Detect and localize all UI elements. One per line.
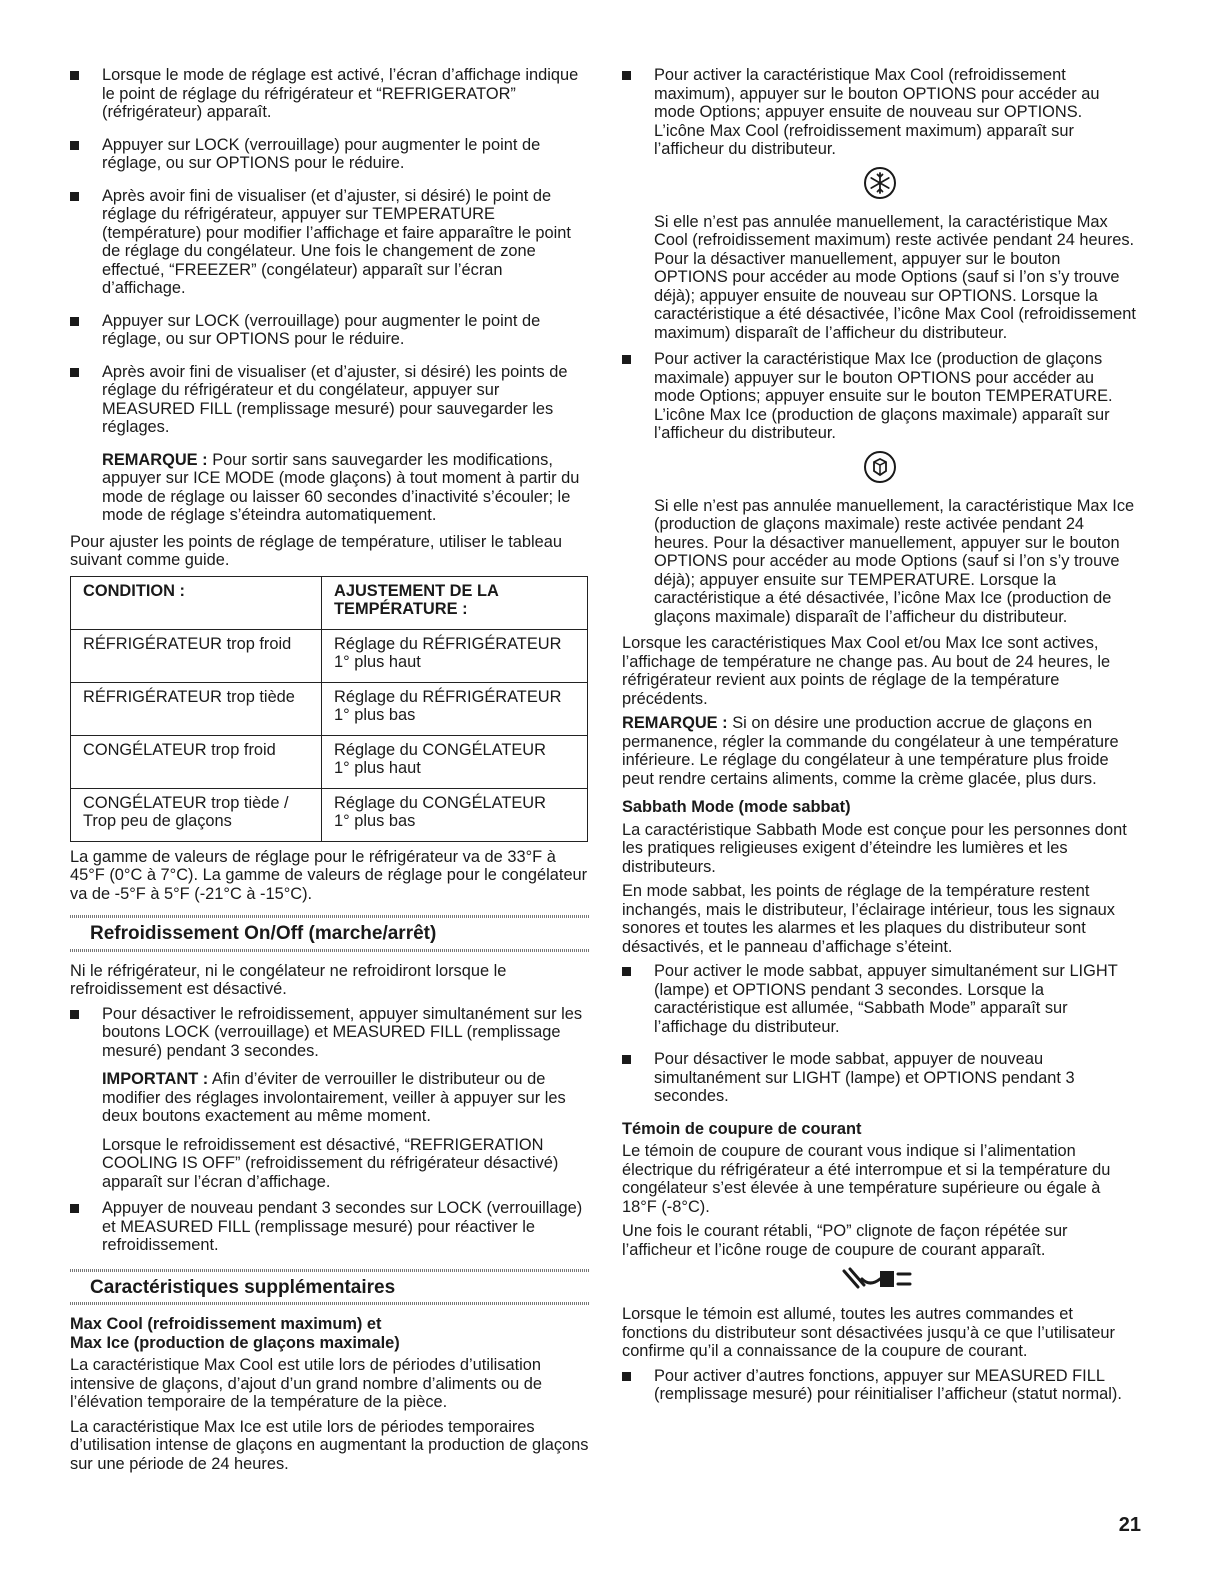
- note-label: REMARQUE :: [622, 714, 728, 732]
- note-text: Pour sortir sans sauvegarder les modifications, appuyer sur ICE MODE (mode glaçons) à tout moment à partir du mode de réglage ou laisser 60 secondes d’inactivité s’écouler; le mode de réglage s’éteindra automatiquement.: [102, 450, 580, 524]
- table-cell-adjustment: [322, 682, 588, 735]
- power-outage-icon-row: [622, 1265, 1137, 1297]
- paragraph: En mode sabbat, les points de réglage de la température restent inchangés, mais le distributeur, l’éclairage intérieur, tous les signaux sonores et toutes les alarmes et les plaques du distributeur sont désactivés, et le panneau d’affichage s’éteint.: [622, 882, 1115, 956]
- paragraph: La caractéristique Sabbath Mode est conçue pour les personnes dont les pratiques religieuses exigent d’éteindre les lumières et les distributeurs.: [622, 820, 1127, 876]
- table-cell-adjustment: [322, 629, 588, 682]
- table-row: [71, 788, 588, 841]
- important-text: Afin d’éviter de verrouiller le distributeur ou de modifier des réglages involontairement, veiller à appuyer sur les deux boutons exactement au même moment.: [102, 1070, 566, 1125]
- right-column: [622, 66, 1137, 1418]
- paragraph: Une fois le courant rétabli, “PO” clignote de façon répétée sur l’afficheur et l’icône rouge de coupure de courant apparaît.: [622, 1222, 1068, 1259]
- table-intro: Pour ajuster les points de réglage de température, utiliser le tableau suivant comme guide.: [70, 532, 563, 569]
- paragraph: Ni le réfrigérateur, ni le congélateur ne refroidiront lorsque le refroidissement est désactivé.: [70, 961, 507, 998]
- section-heading-cooling: Refroidissement On/Off (marche/arrêt): [70, 915, 590, 952]
- unplugged-plug-icon: [840, 1265, 920, 1293]
- subheading-sabbath: Sabbath Mode (mode sabbat): [622, 798, 851, 816]
- table-header-condition: CONDITION :: [71, 576, 322, 629]
- note-paragraph: [70, 451, 590, 525]
- adjustment-line: Réglage du RÉFRIGÉRATEUR: [334, 634, 562, 653]
- ice-cube-in-circle-icon: [862, 449, 898, 485]
- list-item: Après avoir fini de visualiser (et d’ajuster, si désiré) le point de réglage du réfrigérateur, appuyer sur TEMPERATURE (température) pour modifier l’affichage et faire apparaître le point de réglage du congélateur. Une fois le changement de zone effectué, “FREEZER” (congélateur) apparaît sur l’écran d’affichage.: [70, 187, 590, 298]
- note-label: REMARQUE :: [102, 450, 208, 469]
- paragraph: Si elle n’est pas annulée manuellement, la caractéristique Max Cool (refroidissement maximum) reste activée pendant 24 heures. Pour la désactiver manuellement, appuyer sur le bouton OPTIONS pour accéder au mode Options (sauf si l’on s’y trouve déjà); appuyer ensuite de nouveau sur OPTIONS. Lorsque la caractéristique a été désactivée, l’icône Max Cool (refroidissement maximum) disparaît de l’afficheur du distributeur.: [654, 212, 1136, 342]
- list-item: Pour désactiver le mode sabbat, appuyer de nouveau simultanément sur LIGHT (lampe) et OPTIONS pendant 3 secondes.: [622, 1050, 1137, 1106]
- adjustment-line: Réglage du RÉFRIGÉRATEUR: [334, 687, 562, 706]
- list-item: Pour activer la caractéristique Max Ice (production de glaçons maximale) appuyer sur le bouton OPTIONS pour accéder au mode Options; appuyer ensuite sur le bouton TEMPERATURE. L’icône Max Ice (production de glaçons maximale) apparaît sur l’afficheur du distributeur.: [622, 350, 1137, 443]
- paragraph: Lorsque le refroidissement est désactivé, “REFRIGERATION COOLING IS OFF” (refroidissement du réfrigérateur désactivé) apparaît sur l’écran d’affichage.: [102, 1135, 559, 1191]
- table-header-adjustment: AJUSTEMENT DE LA TEMPÉRATURE :: [322, 576, 588, 629]
- list-item: Pour désactiver le refroidissement, appuyer simultanément sur les boutons LOCK (verrouillage) et MEASURED FILL (remplissage mesuré) pendant 3 secondes.: [70, 1005, 590, 1061]
- temperature-adjustment-table: [70, 576, 588, 842]
- subheading-power-outage: Témoin de coupure de courant: [622, 1119, 862, 1138]
- page-number: 21: [1118, 1514, 1141, 1536]
- list-item: Appuyer sur LOCK (verrouillage) pour augmenter le point de réglage, ou sur OPTIONS pour le réduire.: [70, 136, 590, 173]
- table-cell-adjustment: [322, 735, 588, 788]
- adjustment-line: 1° plus bas: [334, 812, 416, 830]
- list-item: Après avoir fini de visualiser (et d’ajuster, si désiré) les points de réglage du réfrigérateur et du congélateur, appuyer sur MEASURED FILL (remplissage mesuré) pour sauvegarder les réglages.: [70, 363, 590, 437]
- list-item: Pour activer la caractéristique Max Cool (refroidissement maximum), appuyer sur le bouton OPTIONS pour accéder au mode Options; appuyer ensuite de nouveau sur OPTIONS. L’icône Max Cool (refroidissement maximum) apparaît sur l’afficheur du distributeur.: [622, 66, 1137, 159]
- list-item: Pour activer d’autres fonctions, appuyer sur MEASURED FILL (remplissage mesuré) pour réinitialiser l’afficheur (statut normal).: [622, 1367, 1137, 1404]
- table-row: [71, 629, 588, 682]
- adjustment-line: 1° plus bas: [334, 706, 416, 724]
- list-item: Pour activer le mode sabbat, appuyer simultanément sur LIGHT (lampe) et OPTIONS pendant 3 secondes. Lorsque la caractéristique est allumée, “Sabbath Mode” apparaît sur l’affichage du distributeur.: [622, 962, 1137, 1036]
- max-ice-icon-row: [622, 449, 1137, 489]
- subheading-line: Max Cool (refroidissement maximum) et: [70, 1315, 382, 1333]
- table-header-row: [71, 576, 588, 629]
- list-item: Appuyer de nouveau pendant 3 secondes sur LOCK (verrouillage) et MEASURED FILL (remplissage mesuré) pour réactiver le refroidissement.: [70, 1199, 590, 1255]
- paragraph: Si elle n’est pas annulée manuellement, la caractéristique Max Ice (production de glaçons maximale) reste activée pendant 24 heures. Pour la désactiver manuellement, appuyer sur le bouton OPTIONS pour accéder au mode Options (sauf si l’on s’y trouve déjà); appuyer ensuite sur TEMPERATURE. Lorsque la caractéristique a été désactivée, l’icône Max Ice (production de glaçons maximale) disparaît de l’afficheur du distributeur.: [654, 496, 1135, 626]
- subheading-line: Max Ice (production de glaçons maximale): [70, 1333, 400, 1352]
- table-row: [71, 682, 588, 735]
- table-cell-condition: RÉFRIGÉRATEUR trop froid: [71, 629, 322, 682]
- adjustment-line: Réglage du CONGÉLATEUR: [334, 793, 546, 812]
- adjustment-line: Réglage du CONGÉLATEUR: [334, 740, 546, 759]
- snowflake-in-circle-icon: [862, 165, 898, 201]
- left-column: [70, 66, 590, 1479]
- table-cell-condition: CONGÉLATEUR trop tiède / Trop peu de glaçons: [71, 788, 322, 841]
- paragraph: La caractéristique Max Cool est utile lors de périodes d’utilisation intensive de glaçons, d’ajout d’un grand nombre d’aliments ou de l’élévation temporaire de la température de la pièce.: [70, 1356, 542, 1411]
- adjustment-line: 1° plus haut: [334, 759, 421, 777]
- paragraph: Le témoin de coupure de courant vous indique si l’alimentation électrique du réfrigérateur a été interrompue et si la température du congélateur s’est élevée à une température supérieure ou égale à 18°F (-8°C).: [622, 1142, 1111, 1216]
- adjustment-line: 1° plus haut: [334, 653, 421, 671]
- list-item: Appuyer sur LOCK (verrouillage) pour augmenter le point de réglage, ou sur OPTIONS pour le réduire.: [70, 312, 590, 349]
- section-heading-extra-features: Caractéristiques supplémentaires: [70, 1269, 590, 1306]
- range-paragraph: La gamme de valeurs de réglage pour le réfrigérateur va de 33°F à 45°F (0°C à 7°C). La gamme de valeurs de réglage pour le congélateur va de -5°F à 5°F (-21°C à -15°C).: [70, 847, 588, 903]
- subheading: [70, 1315, 590, 1352]
- table-cell-condition: CONGÉLATEUR trop froid: [71, 735, 322, 788]
- note-text: Si on désire une production accrue de glaçons en permanence, régler la commande du congélateur à une température inférieure. Le réglage du congélateur à une température plus froide peut rendre certains aliments, comme la crème glacée, plus durs.: [622, 714, 1119, 788]
- table-cell-condition: RÉFRIGÉRATEUR trop tiède: [71, 682, 322, 735]
- paragraph: La caractéristique Max Ice est utile lors de périodes temporaires d’utilisation intense de glaçons en augmentant la production de glaçons sur une période de 24 heures.: [70, 1417, 589, 1473]
- list-item: Lorsque le mode de réglage est activé, l’écran d’affichage indique le point de réglage du réfrigérateur et “REFRIGERATOR” (réfrigérateur) apparaît.: [70, 66, 590, 122]
- important-label: IMPORTANT :: [102, 1070, 209, 1088]
- paragraph: Lorsque le témoin est allumé, toutes les autres commandes et fonctions du distributeur sont désactivées jusqu’à ce que l’utilisateur confirme qu’il a connaissance de la coupure de courant.: [622, 1305, 1115, 1360]
- table-cell-adjustment: [322, 788, 588, 841]
- paragraph: Lorsque les caractéristiques Max Cool et/ou Max Ice sont actives, l’affichage de température ne change pas. Au bout de 24 heures, le réfrigérateur revient aux points de réglage de la température précédents.: [622, 634, 1111, 708]
- note-paragraph: [622, 714, 1137, 788]
- table-row: [71, 735, 588, 788]
- important-paragraph: [70, 1070, 590, 1126]
- max-cool-icon-row: [622, 165, 1137, 205]
